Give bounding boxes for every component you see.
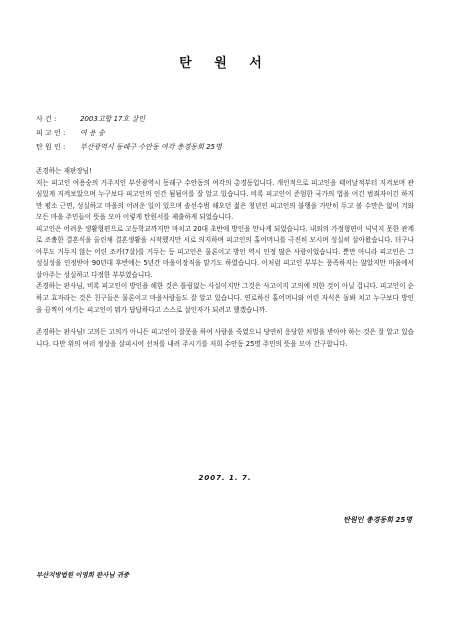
- case-label: 사 건 :: [36, 115, 57, 123]
- salutation: 존경하는 재판장님!: [36, 167, 92, 175]
- recipient-line: 부산지방법원 이영희 판사님 귀중: [36, 571, 130, 579]
- defendant-row: [36, 128, 105, 138]
- body-paragraph: 저는 피고인 여용숭의 거주지인 부산광역시 동래구 수안동의 여각의 총경동입니다. 개인적으로 피고인을 태어날적부터 지켜보며 관심있게 지켜보았으며 누구보다 피고인의 인간 됨됨이를 잘 알고 있습니다. 비록 피고인이 준엄한 국가의 법을 어긴 범죄자이긴 하지만 평소 근면, 성실하고 마을의 어려운 일이 있으며 솔선수범 해오던 젊은 청년인 피고인의 불행을 가만히 두고 볼 수만은 없어 겨와 모든 마을 주민들이 뜻을 모아 이렇게 탄원서를 제출하게 되었습니다.: [36, 178, 414, 222]
- petitioner-value: 부산광역시 동래구 수안동 여각 총경동회 25명: [80, 143, 222, 151]
- body-paragraph: 피고인은 어려운 생활형편으로 고등학교까지만 마치고 20대 초반에 방인을 만나게 되었습니다. 내외의 가정형편이 넉넉지 못한 관계로 조촐한 결혼식을 올린채 결혼생활을 시작했지만 서로 의지하며 피고인의 홀어머니를 극진히 모시며 성실히 살아왔습니다. 더구나 아무도 거두지 않는 어린 조카(7살)를 거두는 등 피고인은 물론이고 방인 역시 인정 많은 사람이었습니다. 뿐만 아니라 피고인은 그 성실성을 인정받아 90년대 후반에는 5년간 마을이장직을 맡기도 하였습니다. 이처럼 피고인 부부는 풍족하지는 않았지만 마을에서 살아주는 성실하고 다정한 부부였습니다.: [36, 224, 414, 279]
- petitioner-row: [36, 142, 222, 152]
- defendant-value: 여 용 숭: [80, 129, 105, 137]
- case-value: 2003고합 17호 살인: [80, 115, 145, 123]
- body-paragraph: 존경하는 판사님! 고의든 고의가 아니든 피고인이 잘못을 하여 사람을 죽였으니 당연히 응당한 처벌을 받아야 하는 것은 잘 알고 있습니다. 다만 위의 여러 정상을 살피시어 선처를 내려 주시기를 저희 수안동 25명 주민의 뜻을 모아 간구합니다.: [36, 328, 414, 348]
- signer-signature: 탄원인 총경동회 25명: [343, 516, 412, 524]
- petition-date: 2007. 1. 7.: [198, 474, 252, 482]
- body-paragraph: 존경하는 판사님, 비록 피고인이 방인을 해한 것은 틀림없는 사실이지만 그것은 사고이지 고의에 의한 것이 아닐 겁니다. 피고인이 순하고 효자라는 것은 친구들은 물론이고 마을사람들도 잘 알고 있습니다. 연로하신 홀어머니와 어린 자식은 돌봐 치고 누구보다 방인을 끔찍이 여기는 피고인이 뭐가 답답하다고 스스로 살인자가 되려고 했겠습니까.: [36, 282, 414, 314]
- defendant-label: 피 고 인 :: [36, 129, 66, 137]
- case-row: [36, 114, 145, 124]
- document-title: 탄 원 서: [179, 56, 271, 71]
- petitioner-label: 탄 원 인 :: [36, 143, 66, 151]
- petition-body: [36, 166, 414, 350]
